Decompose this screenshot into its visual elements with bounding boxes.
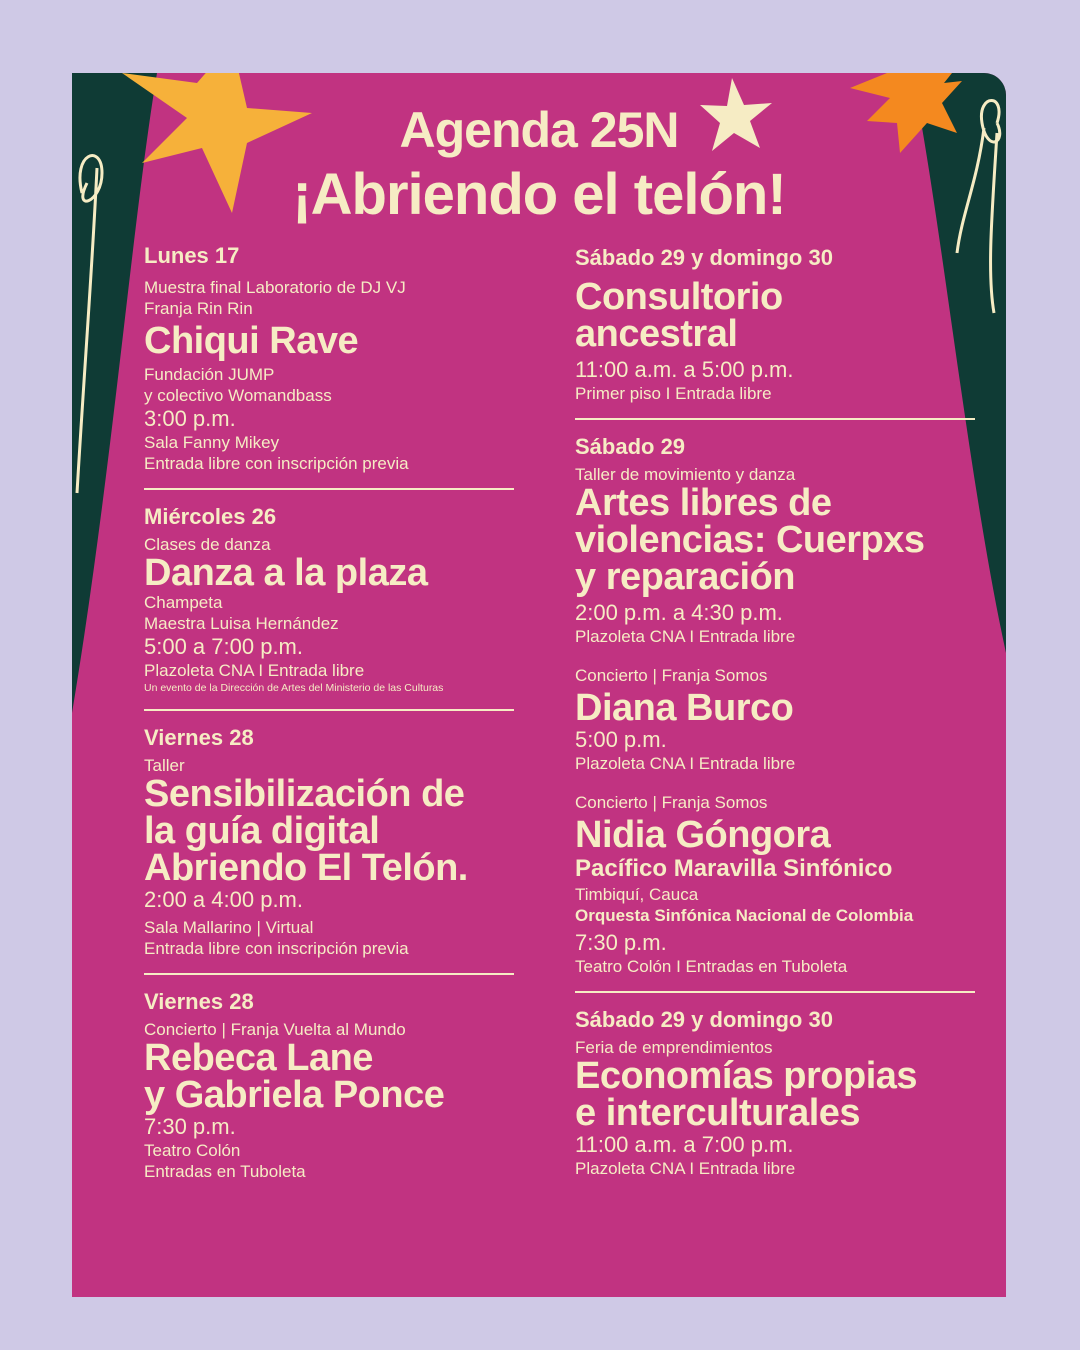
event-title: Chiqui Rave — [144, 320, 359, 362]
event-category: Taller de movimiento y danza — [575, 465, 796, 484]
event-venue: Plazoleta CNA I Entrada libre — [575, 1159, 796, 1178]
event-venue: Teatro Colón — [144, 1141, 241, 1160]
event-title: Nidia Góngora — [575, 814, 831, 856]
event-nidia-gongora — [575, 792, 975, 977]
event-category: Concierto | Franja Somos — [575, 666, 768, 685]
event-day: Sábado 29 y domingo 30 — [575, 245, 833, 270]
event-entry: Entrada libre con inscripción previa — [144, 939, 409, 958]
event-venue: Primer piso I Entrada libre — [575, 384, 772, 403]
event-day: Miércoles 26 — [144, 504, 277, 529]
event-title: la guía digital — [144, 810, 380, 852]
event-title: y reparación — [575, 556, 795, 598]
poster — [72, 73, 1006, 1297]
event-origin: Timbiquí, Cauca — [575, 885, 699, 904]
event-instructor: Maestra Luisa Hernández — [144, 614, 339, 633]
main-title: ¡Abriendo el telón! — [292, 162, 786, 227]
event-day: Sábado 29 y domingo 30 — [575, 1007, 833, 1032]
right-column — [575, 245, 975, 1179]
event-organizer: y colectivo Womandbass — [144, 386, 332, 405]
event-time: 3:00 p.m. — [144, 406, 236, 431]
event-time: 2:00 p.m. a 4:30 p.m. — [575, 600, 783, 625]
event-category: Concierto | Franja Somos — [575, 793, 768, 812]
event-title: Artes libres de — [575, 482, 832, 524]
agenda-title: Agenda 25N — [399, 102, 679, 158]
event-time: 11:00 a.m. a 5:00 p.m. — [575, 357, 794, 382]
event-title: y Gabriela Ponce — [144, 1074, 445, 1116]
divider — [144, 973, 514, 975]
event-organizer: Fundación JUMP — [144, 365, 275, 384]
event-day: Lunes 17 — [144, 243, 240, 268]
event-title: Sensibilización de — [144, 773, 465, 815]
event-diana-burco — [575, 665, 975, 774]
event-title: Danza a la plaza — [144, 552, 428, 594]
event-time: 7:30 p.m. — [575, 930, 667, 955]
event-rebeca-lane — [144, 989, 514, 1182]
event-economias-propias — [575, 1007, 975, 1179]
event-chiqui-rave — [144, 243, 514, 474]
left-column — [144, 243, 514, 1182]
event-venue: Sala Fanny Mikey — [144, 433, 280, 452]
event-venue: Sala Mallarino | Virtual — [144, 918, 314, 937]
event-title: ancestral — [575, 313, 738, 355]
event-category: Concierto | Franja Vuelta al Mundo — [144, 1020, 406, 1039]
event-venue: Teatro Colón I Entradas en Tuboleta — [575, 957, 848, 976]
event-day: Viernes 28 — [144, 989, 254, 1014]
event-title: Rebeca Lane — [144, 1037, 373, 1079]
event-time: 2:00 a 4:00 p.m. — [144, 887, 303, 912]
event-title: Economías propias — [575, 1055, 918, 1097]
event-ensemble: Orquesta Sinfónica Nacional de Colombia — [575, 906, 914, 925]
event-genre: Champeta — [144, 593, 223, 612]
event-venue: Plazoleta CNA I Entrada libre — [144, 661, 365, 680]
event-entry: Entrada libre con inscripción previa — [144, 454, 409, 473]
divider — [575, 991, 975, 993]
event-time: 7:30 p.m. — [144, 1114, 236, 1139]
event-title: Consultorio — [575, 276, 783, 318]
event-time: 11:00 a.m. a 7:00 p.m. — [575, 1132, 794, 1157]
event-category: Muestra final Laboratorio de DJ VJ — [144, 278, 406, 297]
event-venue: Plazoleta CNA I Entrada libre — [575, 627, 796, 646]
event-day: Sábado 29 — [575, 434, 686, 459]
event-title: violencias: Cuerpxs — [575, 519, 925, 561]
event-day: Viernes 28 — [144, 725, 254, 750]
event-subtitle: Pacífico Maravilla Sinfónico — [575, 855, 893, 882]
event-franja: Franja Rin Rin — [144, 299, 253, 318]
divider — [575, 418, 975, 420]
event-time: 5:00 a 7:00 p.m. — [144, 634, 303, 659]
event-title: Abriendo El Telón. — [144, 847, 468, 889]
event-category: Taller — [144, 756, 185, 775]
event-venue: Plazoleta CNA I Entrada libre — [575, 754, 796, 773]
event-category: Clases de danza — [144, 535, 271, 554]
event-entry: Entradas en Tuboleta — [144, 1162, 306, 1181]
event-sensibilizacion — [144, 725, 514, 959]
event-title: Diana Burco — [575, 687, 794, 729]
event-artes-libres — [575, 434, 975, 647]
event-note: Un evento de la Dirección de Artes del Ministerio de las Culturas — [144, 682, 444, 694]
event-consultorio-ancestral — [575, 245, 975, 404]
divider — [144, 488, 514, 490]
event-category: Feria de emprendimientos — [575, 1038, 773, 1057]
event-time: 5:00 p.m. — [575, 727, 667, 752]
event-danza-a-la-plaza — [144, 504, 514, 695]
divider — [144, 709, 514, 711]
event-title: e interculturales — [575, 1092, 861, 1134]
